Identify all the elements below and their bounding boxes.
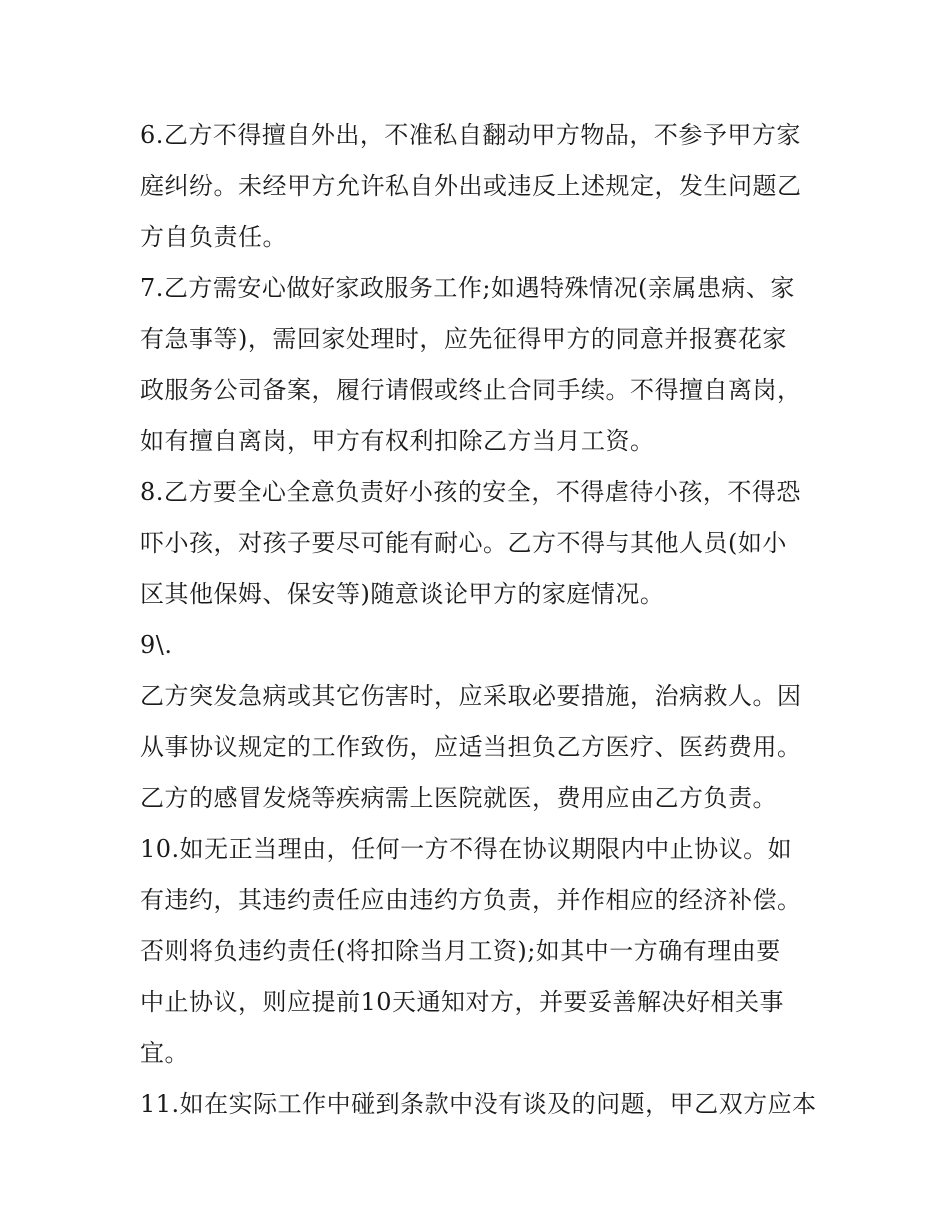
clause-10-line-3: 否则将负违约责任(将扣除当月工资);如其中一方确有理由要 [140,937,781,965]
clause-11-line-1: 11.如在实际工作中碰到条款中没有谈及的问题，甲乙双方应本 [140,1090,817,1118]
clause-7-line-4: 如有擅自离岗，甲方有权利扣除乙方当月工资。 [140,427,655,455]
clause-9-line-2: 从事协议规定的工作致伤，应适当担负乙方医疗、医药费用。 [140,733,802,761]
clause-7-line-3: 政服务公司备案，履行请假或终止合同手续。不得擅自离岗， [140,376,802,404]
clause-6-line-1: 6.乙方不得擅自外出，不准私自翻动甲方物品，不参予甲方家 [140,121,801,149]
clause-9-line-1: 乙方突发急病或其它伤害时，应采取必要措施，治病救人。因 [140,682,802,710]
clause-9-line-3: 乙方的感冒发烧等疾病需上医院就医，费用应由乙方负责。 [140,784,777,812]
clause-10-line-5: 宜。 [140,1039,189,1067]
clause-8-line-1: 8.乙方要全心全意负责好小孩的安全，不得虐待小孩，不得恐 [140,478,801,506]
clause-10-line-2: 有违约，其违约责任应由违约方负责，并作相应的经济补偿。 [140,886,802,914]
clause-10-line-1: 10.如无正当理由，任何一方不得在协议期限内中止协议。如 [140,835,793,863]
clause-8-line-3: 区其他保姆、保安等)随意谈论甲方的家庭情况。 [140,580,665,608]
clause-7-line-2: 有急事等)，需回家处理时，应先征得甲方的同意并报赛花家 [140,325,787,353]
clause-8-line-2: 吓小孩，对孩子要尽可能有耐心。乙方不得与其他人员(如小 [140,529,787,557]
clause-10-line-4: 中止协议，则应提前10天通知对方，并要妥善解决好相关事 [140,988,785,1016]
clause-9-number: 9\. [140,631,173,659]
clause-6-line-3: 方自负责任。 [140,223,287,251]
contract-body-text [140,110,820,1130]
clause-6-line-2: 庭纠纷。未经甲方允许私自外出或违反上述规定，发生问题乙 [140,172,802,200]
clause-7-line-1: 7.乙方需安心做好家政服务工作;如遇特殊情况(亲属患病、家 [140,274,795,302]
